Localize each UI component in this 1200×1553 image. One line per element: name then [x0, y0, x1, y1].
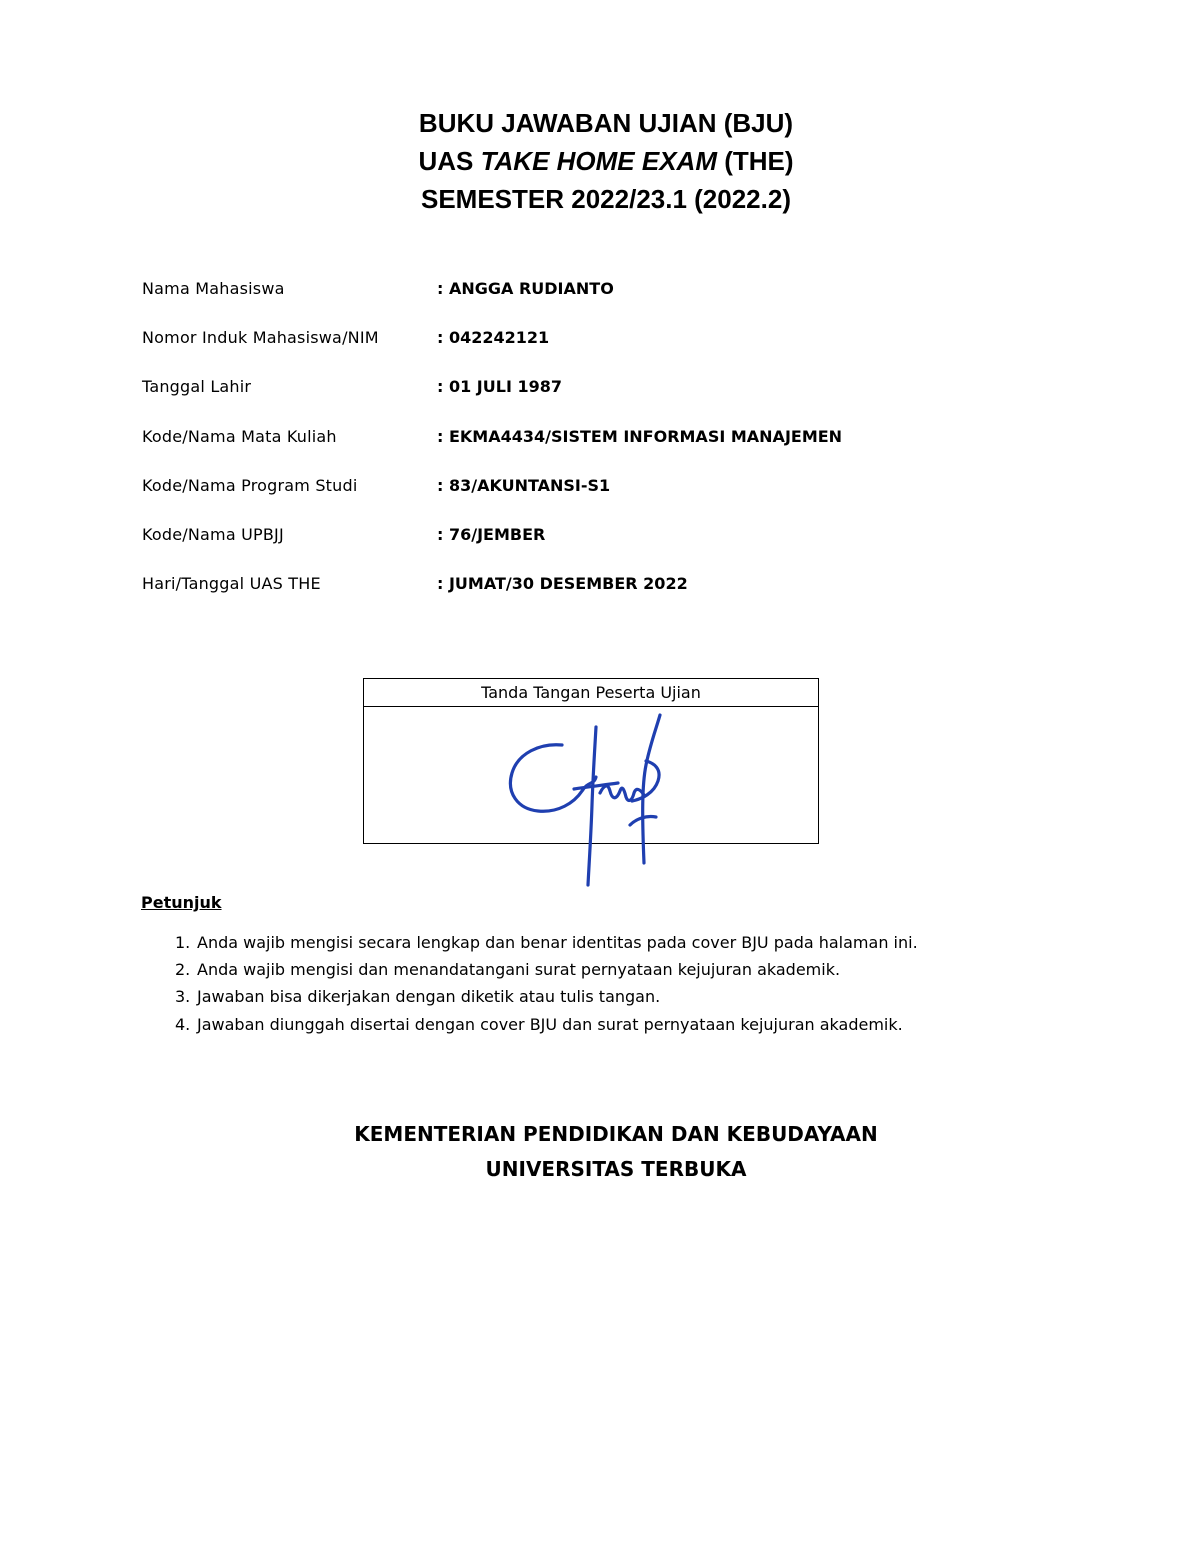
field-label: Kode/Nama UPBJJ — [142, 524, 284, 544]
field-row-student-name — [142, 279, 1042, 328]
footer-university: UNIVERSITAS TERBUKA — [485, 1157, 747, 1181]
field-row-course — [142, 427, 1042, 476]
instructions-list — [141, 933, 918, 1042]
list-item-number: 3. — [175, 987, 191, 1007]
list-item — [141, 987, 661, 1014]
field-row-exam-date — [142, 574, 1042, 623]
field-value: : JUMAT/30 DESEMBER 2022 — [437, 574, 688, 594]
signature-box-header: Tanda Tangan Peserta Ujian — [364, 679, 818, 707]
instructions — [141, 893, 918, 1042]
instructions-heading: Petunjuk — [141, 893, 222, 912]
identity-fields — [142, 279, 1042, 623]
field-label: Nomor Induk Mahasiswa/NIM — [142, 328, 379, 348]
field-label: Kode/Nama Program Studi — [142, 475, 358, 495]
handwritten-signature — [500, 705, 680, 890]
field-label: Kode/Nama Mata Kuliah — [142, 426, 337, 446]
footer-ministry: KEMENTERIAN PENDIDIKAN DAN KEBUDAYAAN — [354, 1122, 878, 1146]
field-row-study-program — [142, 476, 1042, 525]
field-label: Tanggal Lahir — [142, 377, 252, 397]
title-line-2 — [0, 142, 1200, 180]
list-item-text: Jawaban bisa dikerjakan dengan diketik atau tulis tangan. — [197, 987, 661, 1007]
field-row-birth-date — [142, 377, 1042, 426]
field-value: : 01 JULI 1987 — [437, 377, 562, 397]
list-item-number: 4. — [175, 1014, 191, 1034]
list-item-text: Anda wajib mengisi secara lengkap dan benar identitas pada cover BJU pada halaman ini. — [197, 933, 918, 952]
title-line-1: BUKU JAWABAN UJIAN (BJU) — [418, 108, 794, 138]
list-item-text: Jawaban diunggah disertai dengan cover BJU dan surat pernyataan kejujuran akademik. — [197, 1014, 903, 1034]
field-row-upbjj — [142, 525, 1042, 574]
list-item-text: Anda wajib mengisi dan menandatangani surat pernyataan kejujuran akademik. — [197, 960, 841, 980]
title-line-3: SEMESTER 2022/23.1 (2022.2) — [421, 184, 791, 214]
list-item — [141, 1014, 903, 1042]
title-line-2-suffix: (THE) — [717, 146, 794, 176]
field-label: Nama Mahasiswa — [142, 279, 285, 298]
field-value: : 76/JEMBER — [437, 524, 546, 544]
field-value: : 042242121 — [437, 328, 550, 348]
title-line-2-italic: TAKE HOME EXAM — [480, 146, 717, 176]
field-value: : 83/AKUNTANSI-S1 — [437, 475, 611, 495]
field-value: : ANGGA RUDIANTO — [437, 279, 614, 298]
title-line-2-prefix: UAS — [418, 146, 481, 176]
field-row-student-id — [142, 328, 1042, 377]
list-item — [141, 933, 918, 960]
document-title — [0, 104, 1200, 218]
list-item-number: 2. — [175, 960, 191, 980]
list-item — [141, 960, 841, 987]
list-item-number: 1. — [175, 933, 191, 952]
field-label: Hari/Tanggal UAS THE — [142, 574, 321, 594]
institution-footer — [0, 1117, 1200, 1187]
field-value: : EKMA4434/SISTEM INFORMASI MANAJEMEN — [437, 426, 843, 446]
